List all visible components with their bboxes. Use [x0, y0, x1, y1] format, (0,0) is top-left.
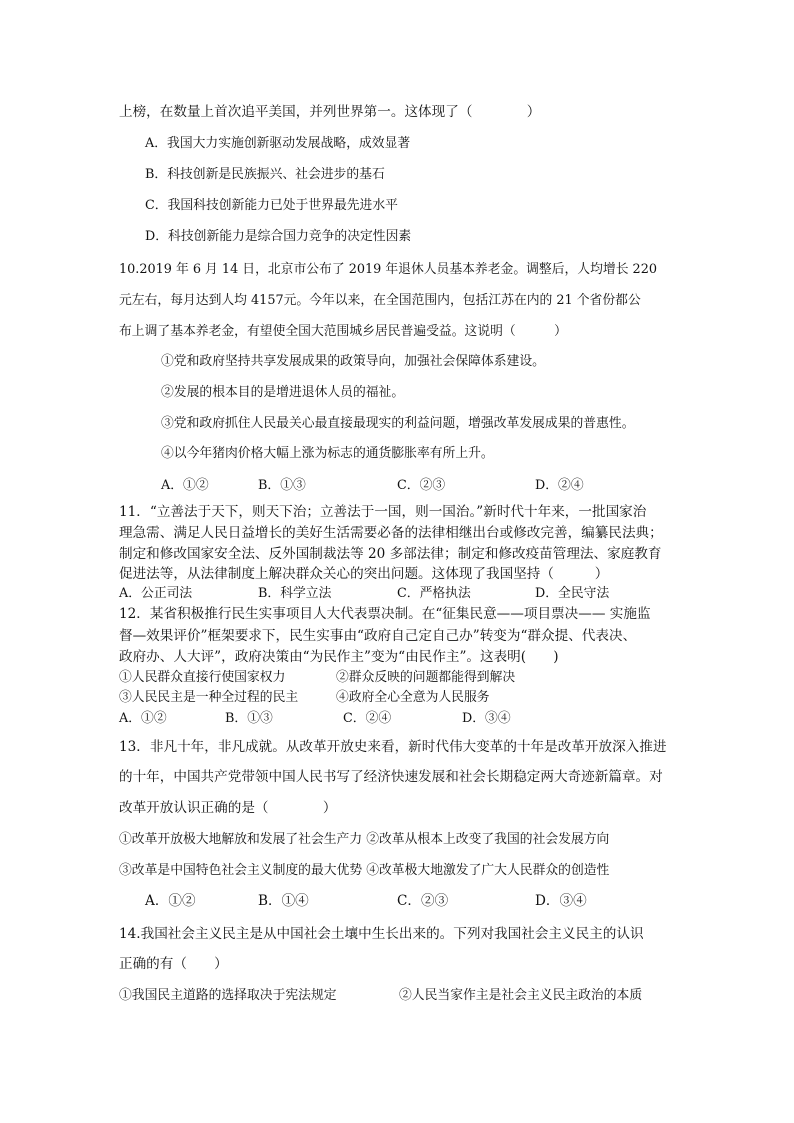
q14-stem-line-2: 正确的有（ ）: [119, 956, 228, 972]
q12-option-c: C．②④: [343, 711, 392, 726]
q9-stem-line: 上榜，在数量上首次追平美国，并列世界第一。这体现了（ ）: [119, 104, 541, 120]
q9-option-b: B．科技创新是民族振兴、社会进步的基石: [145, 167, 385, 182]
q10-statement-2: ②发展的根本目的是增进退休人员的福祉。: [161, 385, 405, 400]
q13-stem-line-2: 的十年，中国共产党带领中国人民书写了经济快速发展和社会长期稳定两大奇迹新篇章。对: [119, 769, 663, 785]
q10-option-a: A．①②: [161, 478, 209, 493]
q12-statement-4: ④政府全心全意为人民服务: [336, 690, 490, 705]
q11-option-c: C．严格执法: [397, 586, 471, 601]
q11-option-d: D．全民守法: [535, 586, 610, 601]
q12-statement-2: ②群众反映的问题都能得到解决: [336, 670, 516, 685]
q12-stem-line-2: 督—效果评价”框架要求下，民生实事由“政府自己定自己办”转变为“群众提、代表决、: [119, 628, 637, 644]
q14-statement-2: ②人民当家作主是社会主义民主政治的本质: [399, 988, 643, 1003]
q10-stem-line-2: 元左右，每月达到人均 4157元。今年以来，在全国范围内，包括江苏在内的 21 个省份都公: [119, 293, 641, 308]
q12-option-d: D．③④: [462, 711, 511, 726]
q13-statements-line-1: ①改革开放极大地解放和发展了社会生产力 ②改革从根本上改变了我国的社会发展方向: [119, 832, 610, 847]
q10-statement-1: ①党和政府坚持共享发展成果的政策导向，加强社会保障体系建设。: [161, 354, 545, 369]
q9-option-a: A．我国大力实施创新驱动发展战略，成效显著: [145, 136, 411, 151]
q13-stem-line-3: 改革开放认识正确的是（ ）: [119, 800, 337, 816]
q12-option-b: B．①③: [225, 711, 273, 726]
q11-option-b: B．科学立法: [258, 586, 332, 601]
q12-statement-3: ③人民民主是一种全过程的民主: [119, 690, 299, 705]
q10-stem-line-1: 10.2019 年 6 月 14 日，北京市公布了 2019 年退休人员基本养老金。调整后，人均增长 220: [119, 262, 657, 277]
q12-stem-line-3: 政府办、人大评”，政府决策由“为民作主”变为“由民作主”。这表明( ): [119, 649, 559, 665]
q10-option-d: D．②④: [535, 478, 584, 493]
q11-stem-line-4: 促进法等，从法律制度上解决群众关心的突出问题。这体现了我国坚持（ ）: [119, 566, 609, 582]
q11-stem-line-1: 11．“立善法于天下，则天下治；立善法于一国，则一国治。”新时代十年来，一批国家治: [119, 504, 647, 520]
q13-statements-line-2: ③改革是中国特色社会主义制度的最大优势 ④改革极大地激发了广大人民群众的创造性: [119, 863, 610, 878]
q10-option-b: B．①③: [258, 478, 306, 493]
q10-stem-line-3: 布上调了基本养老金，有望使全国大范围城乡居民普遍受益。这说明（ ）: [119, 324, 567, 339]
q12-stem-line-1: 12．某省积极推行民生实事项目人大代表票决制。在“征集民意——项目票决—— 实施监: [119, 606, 651, 622]
q14-stem-line-1: 14.我国社会主义民主是从中国社会土壤中生长出来的。下列对我国社会主义民主的认识: [119, 926, 644, 942]
q11-stem-line-2: 理急需、满足人民日益增长的美好生活需要必备的法律相继出台或修改完善，编纂民法典；: [119, 525, 663, 541]
q13-option-d: D．③④: [535, 893, 587, 909]
q10-statement-3: ③党和政府抓住人民最关心最直接最现实的利益问题，增强改革发展成果的普惠性。: [161, 416, 635, 431]
q10-statement-4: ④以今年猪肉价格大幅上涨为标志的通货膨胀率有所上升。: [161, 446, 494, 461]
q12-statement-1: ①人民群众直接行使国家权力: [119, 670, 286, 685]
q11-stem-line-3: 制定和修改国家安全法、反外国制裁法等 20 多部法律；制定和修改疫苗管理法、家庭教育: [119, 546, 662, 562]
q11-option-a: A．公正司法: [119, 586, 193, 601]
q13-stem-line-1: 13．非凡十年，非凡成就。从改革开放史来看，新时代伟大变革的十年是改革开放深入推进: [119, 739, 667, 755]
q9-option-c: C．我国科技创新能力已处于世界最先进水平: [145, 198, 398, 213]
q14-statement-1: ①我国民主道路的选择取决于宪法规定: [119, 988, 337, 1003]
q10-option-c: C．②③: [397, 478, 446, 493]
q9-option-d: D．科技创新能力是综合国力竞争的决定性因素: [145, 229, 412, 244]
q13-option-c: C．②③: [397, 893, 449, 909]
q13-option-b: B．①④: [258, 893, 309, 909]
q13-option-a: A．①②: [145, 893, 196, 909]
q12-option-a: A．①②: [119, 711, 167, 726]
